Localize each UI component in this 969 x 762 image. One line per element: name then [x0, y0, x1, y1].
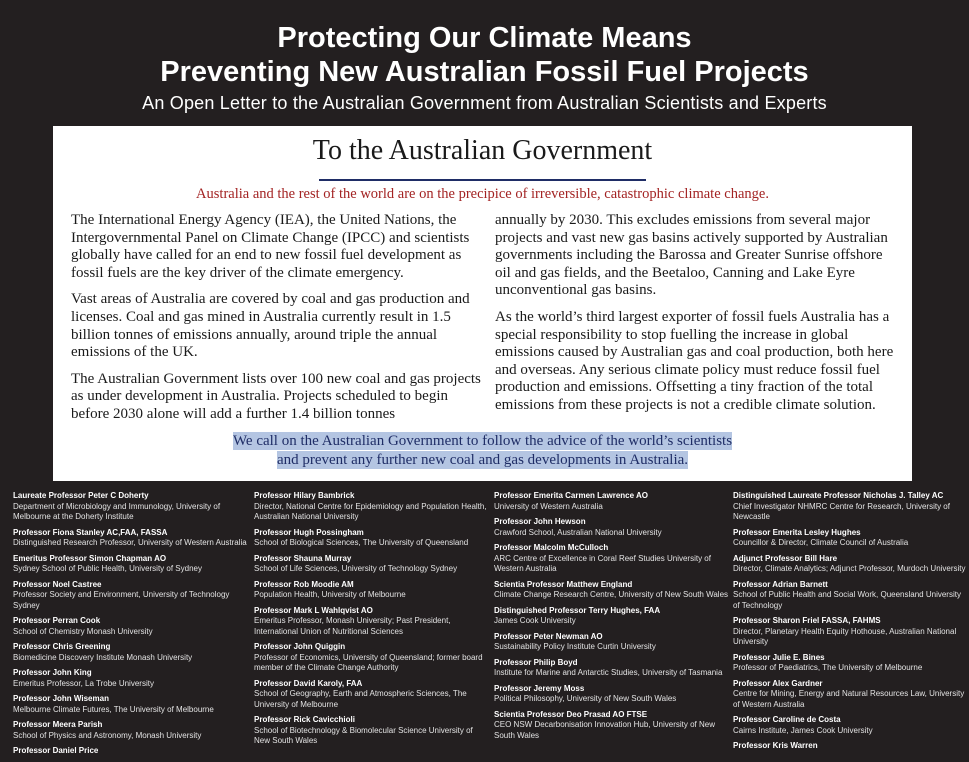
signatory-name: Professor Alex Gardner — [733, 678, 823, 688]
signatory-entry — [254, 715, 489, 747]
signatory-entry — [13, 554, 248, 575]
signatory-entry — [13, 580, 248, 612]
signatory-entry — [13, 528, 248, 549]
signatory-entry — [254, 528, 489, 549]
signatory-name: Professor Adrian Barnett — [733, 579, 828, 589]
signatory-name: Professor John Quiggin — [254, 642, 346, 651]
signatories-column-4 — [733, 491, 968, 757]
signatory-affiliation: Biomedicine Discovery Institute Monash University — [13, 652, 193, 662]
signatory-entry — [733, 491, 968, 523]
signatory-name: Professor Chris Greening — [13, 642, 111, 651]
signatory-affiliation: Population Health, University of Melbourne — [254, 590, 406, 599]
signatory-affiliation: Councillor & Director, Climate Council of Australia — [733, 538, 909, 547]
signatory-affiliation: Centre for Mining, Energy and Natural Resources Law, University of Western Australia — [733, 689, 965, 709]
signatory-name: Professor Malcolm McCulloch — [494, 543, 609, 552]
signatory-entry — [733, 580, 968, 612]
signatory-entry — [733, 679, 968, 711]
signatory-affiliation: School of Public Health and Social Work, Queensland University of Technology — [733, 590, 961, 610]
signatory-affiliation: Crawford School, Australian National University — [494, 527, 662, 537]
paragraph: The Australian Government lists over 100 new coal and gas projects as under development in Australia. Projects scheduled to begin before 2030 alone will add a further 1.4 billion tonnes — [71, 370, 481, 422]
signatory-affiliation: School of Life Sciences, University of Technology Sydney — [254, 564, 458, 573]
signatory-name: Professor Emerita Lesley Hughes — [733, 527, 861, 537]
signatory-name: Professor John Hewson — [494, 517, 586, 526]
signatory-entry — [494, 517, 729, 538]
signatory-entry — [13, 694, 248, 715]
title-line-2: Preventing New Australian Fossil Fuel Projects — [160, 56, 809, 88]
signatory-affiliation: Professor Society and Environment, University of Technology Sydney — [13, 590, 230, 610]
signatory-affiliation: Chief Investigator NHMRC Centre for Research, University of Newcastle — [733, 501, 950, 521]
signatory-name: Professor Fiona Stanley AC,FAA, FASSA — [13, 527, 168, 537]
signatory-entry — [254, 606, 489, 638]
signatory-affiliation: James Cook University — [494, 616, 576, 625]
signatory-entry — [494, 658, 729, 679]
signatory-entry — [494, 710, 729, 742]
signatory-entry — [254, 642, 489, 674]
signatory-affiliation: CEO NSW Decarbonisation Innovation Hub, University of New South Wales — [494, 720, 715, 740]
signatory-entry — [13, 491, 248, 523]
signatory-entry — [733, 741, 968, 752]
signatory-affiliation: Political Philosophy, University of New South Wales — [494, 694, 677, 703]
signatory-name: Professor Shauna Murray — [254, 553, 352, 563]
subtitle: An Open Letter to the Australian Government from Australian Scientists and Experts — [142, 93, 827, 113]
callout-text: We call on the Australian Government to follow the advice of the world’s scientists — [232, 433, 733, 449]
signatory-name: Professor Rob Moodie AM — [254, 579, 354, 589]
lead-statement: Australia and the rest of the world are on the precipice of irreversible, catastrophic climate change. — [196, 186, 769, 202]
signatory-name: Distinguished Professor Terry Hughes, FAA — [494, 605, 661, 615]
paragraph: The International Energy Agency (IEA), the United Nations, the Intergovernmental Panel on Climate Change (IPCC) and scientists globally have called for an end to new fossil fuel development as fossil fuels are the key driver of the climate emergency. — [71, 212, 470, 281]
signatory-entry — [494, 606, 729, 627]
signatory-name: Professor Kris Warren — [733, 741, 818, 750]
signatory-entry — [254, 554, 489, 575]
signatory-name: Scientia Professor Matthew England — [494, 579, 633, 589]
heading-rule — [319, 179, 646, 181]
letter-column-left — [71, 212, 483, 424]
signatory-entry — [13, 642, 248, 663]
signatory-affiliation: Professor of Economics, University of Queensland; former board member of the Climate Change Authority — [254, 652, 483, 672]
signatory-affiliation: Director, National Centre for Epidemiology and Population Health, Australian National University — [254, 501, 487, 521]
signatory-entry — [13, 616, 248, 637]
signatory-affiliation: School of Chemistry Monash University — [13, 626, 153, 636]
signatory-entry — [254, 679, 489, 711]
signatory-name: Professor Peter Newman AO — [494, 631, 603, 641]
signatory-affiliation: Distinguished Research Professor, University of Western Australia — [13, 538, 247, 547]
signatory-name: Professor Rick Cavicchioli — [254, 715, 355, 724]
signatory-name: Professor John King — [13, 668, 92, 677]
signatory-affiliation: University of Western Australia — [494, 501, 603, 511]
signatory-affiliation: Director, Climate Analytics; Adjunct Professor, Murdoch University — [733, 564, 966, 573]
signatory-affiliation: Professor of Paediatrics, The University of Melbourne — [733, 663, 923, 672]
signatory-name: Scientia Professor Deo Prasad AO FTSE — [494, 709, 648, 719]
signatory-entry — [13, 668, 248, 689]
signatory-entry — [494, 491, 729, 512]
signatory-name: Emeritus Professor Simon Chapman AO — [13, 553, 167, 563]
signatory-name: Professor David Karoly, FAA — [254, 678, 363, 688]
signatory-name: Professor Emerita Carmen Lawrence AO — [494, 491, 648, 500]
signatory-affiliation: Emeritus Professor, Monash University; Past President, International Union of Nutritional Sciences — [254, 616, 451, 636]
signatory-entry — [733, 715, 968, 736]
call-to-action-line-2 — [53, 452, 912, 469]
signatory-name: Professor Julie E. Bines — [733, 652, 825, 662]
signatory-affiliation: Department of Microbiology and Immunology, University of Melbourne at the Doherty Institute — [13, 501, 221, 521]
signatory-entry — [13, 720, 248, 741]
signatory-affiliation: Climate Change Research Centre, University of New South Wales — [494, 590, 729, 599]
signatory-name: Professor Hilary Bambrick — [254, 491, 355, 500]
signatory-entry — [494, 632, 729, 653]
signatory-name: Professor Hugh Possingham — [254, 527, 364, 537]
signatory-name: Professor Noel Castree — [13, 579, 102, 589]
signatory-name: Laureate Professor Peter C Doherty — [13, 491, 149, 500]
signatory-name: Professor Perran Cook — [13, 616, 101, 625]
signatory-entry — [733, 554, 968, 575]
signatory-affiliation: ARC Centre of Excellence in Coral Reef Studies University of Western Australia — [494, 553, 711, 573]
signatory-affiliation: Sydney School of Public Health, University of Sydney — [13, 564, 202, 573]
signatory-name: Professor Meera Parish — [13, 720, 103, 729]
signatory-name: Professor Philip Boyd — [494, 657, 578, 667]
signatory-entry — [13, 746, 248, 757]
signatory-entry — [254, 580, 489, 601]
signatory-affiliation: School of Biological Sciences, The University of Queensland — [254, 538, 469, 547]
signatory-affiliation: Cairns Institute, James Cook University — [733, 725, 873, 735]
signatory-name: Professor John Wiseman — [13, 694, 109, 703]
signatory-affiliation: School of Physics and Astronomy, Monash University — [13, 730, 202, 740]
signatories-column-3 — [494, 491, 729, 746]
signatory-affiliation: Director, Planetary Health Equity Hothouse, Australian National University — [733, 626, 957, 646]
call-to-action-line-1 — [53, 433, 912, 450]
signatories-column-2 — [254, 491, 489, 752]
title-line-1: Protecting Our Climate Means — [277, 22, 692, 54]
paragraph: annually by 2030. This excludes emissions from several major projects and vast new gas basins actively supported by Australian governments including the Barossa and Greater Sunrise offshore oil and gas fields, and the Beetaloo, Canning and Lake Eyre unconventional gas basins. — [495, 212, 888, 299]
signatory-affiliation: Emeritus Professor, La Trobe University — [13, 678, 154, 688]
signatory-affiliation: Sustainability Policy Institute Curtin University — [494, 642, 656, 651]
signatory-entry — [733, 528, 968, 549]
letter-heading: To the Australian Government — [312, 135, 653, 166]
callout-text: and prevent any further new coal and gas developments in Australia. — [276, 452, 689, 468]
signatory-affiliation: School of Biotechnology & Biomolecular Science University of New South Wales — [254, 725, 473, 745]
signatory-entry — [494, 543, 729, 575]
signatory-entry — [254, 491, 489, 523]
signatory-entry — [494, 580, 729, 601]
paragraph: Vast areas of Australia are covered by coal and gas production and licenses. Coal and gas mined in Australia currently result in 1.5 billion tonnes of emissions annually, around triple the annual emissions of the UK. — [71, 291, 470, 361]
signatory-affiliation: Melbourne Climate Futures, The University of Melbourne — [13, 704, 214, 714]
signatory-entry — [733, 653, 968, 674]
signatory-entry — [494, 684, 729, 705]
letter-panel — [53, 126, 912, 481]
signatory-name: Distinguished Laureate Professor Nicholas J. Talley AC — [733, 491, 944, 500]
signatory-affiliation: Institute for Marine and Antarctic Studies, University of Tasmania — [494, 668, 723, 677]
signatories-column-1 — [13, 491, 248, 762]
signatory-name: Professor Mark L Wahlqvist AO — [254, 605, 373, 615]
signatory-affiliation: School of Geography, Earth and Atmospheric Sciences, The University of Melbourne — [254, 689, 467, 709]
signatory-entry — [733, 616, 968, 648]
signatory-name: Professor Jeremy Moss — [494, 683, 585, 693]
signatory-name: Adjunct Professor Bill Hare — [733, 553, 838, 563]
signatory-name: Professor Daniel Price — [13, 746, 99, 755]
letter-column-right — [495, 212, 900, 415]
signatory-name: Professor Sharon Friel FASSA, FAHMS — [733, 616, 881, 625]
signatory-name: Professor Caroline de Costa — [733, 715, 841, 724]
paragraph: As the world’s third largest exporter of fossil fuels Australia has a special responsibility to stop fuelling the increase in global emissions caused by Australian gas and coal production, both here and overseas. Any serious climate policy must reduce fossil fuel production and emissions. Offsetting a tiny fraction of the total emissions from these projects is not a credible climate solution. — [495, 308, 894, 413]
